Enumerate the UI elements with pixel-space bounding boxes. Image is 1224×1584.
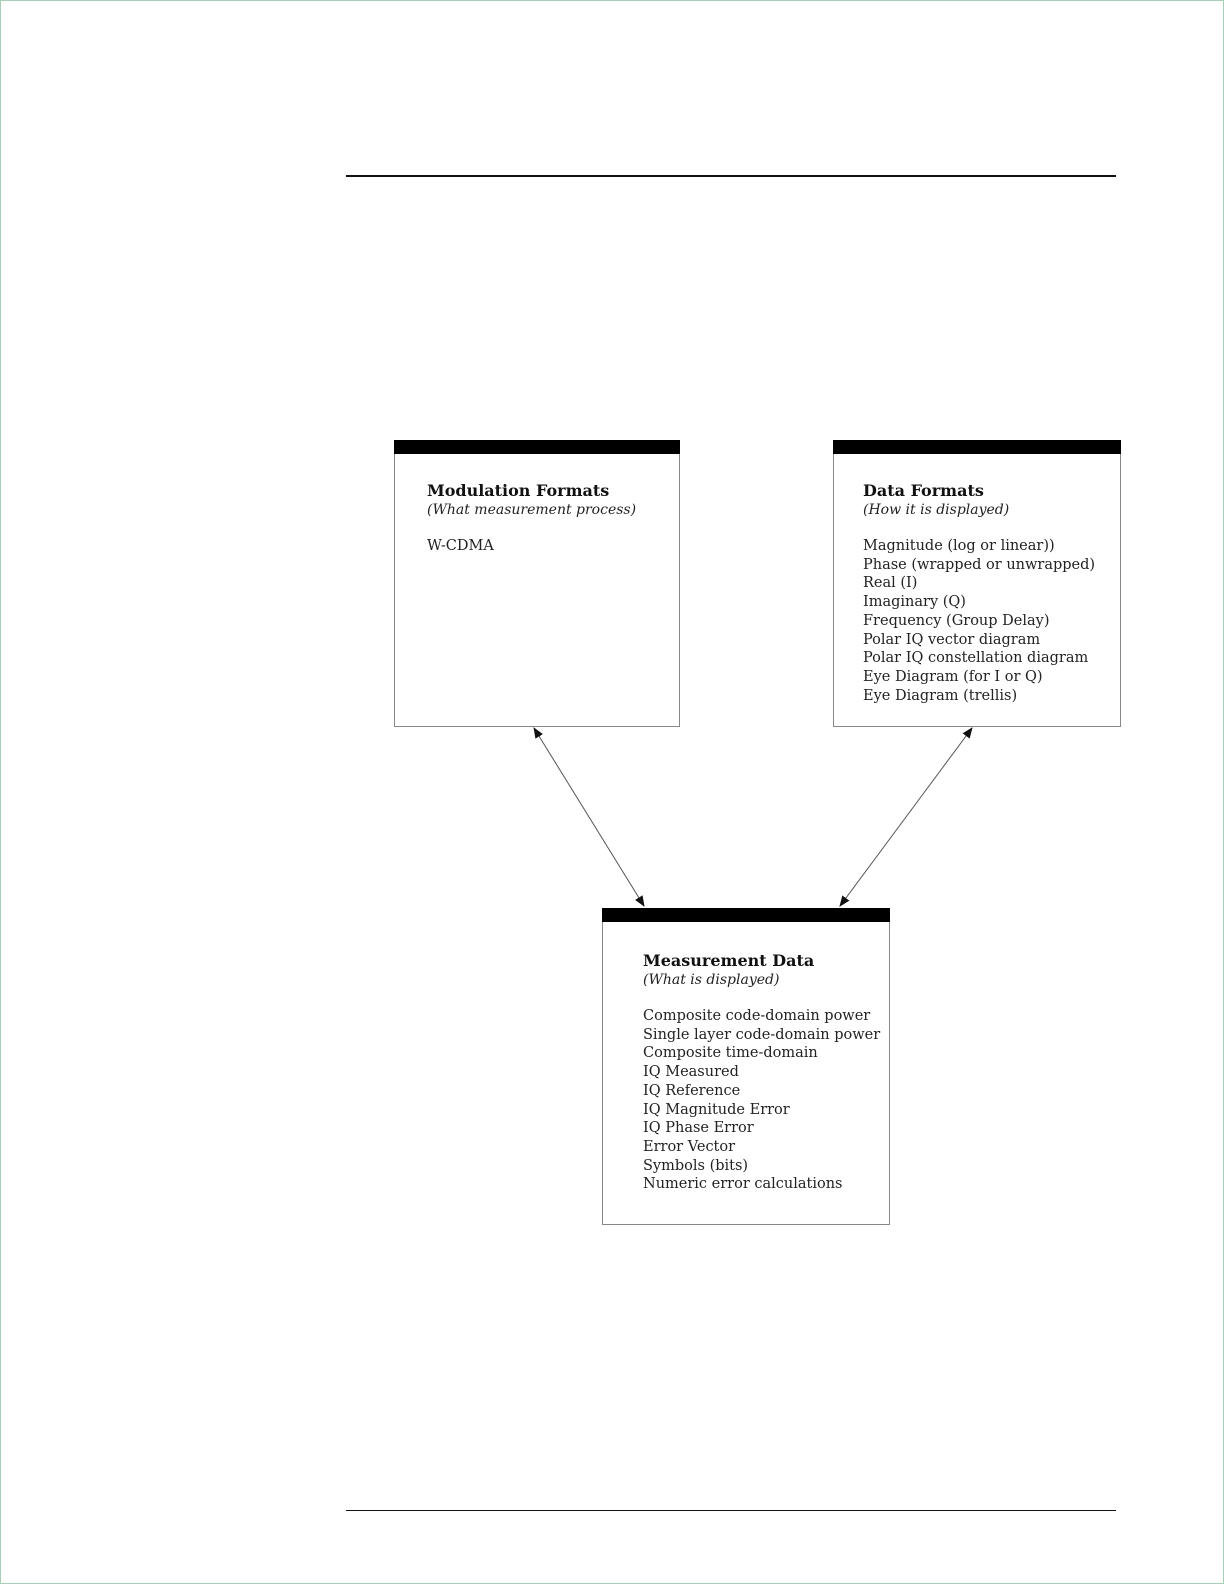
list-item: IQ Magnitude Error [643,1101,790,1118]
list-item: Single layer code-domain power [643,1026,881,1043]
list-item: Real (I) [863,575,918,592]
list-item: Composite time-domain [643,1045,818,1062]
list-item: W-CDMA [427,538,494,554]
list-item: Magnitude (log or linear)) [863,538,1055,554]
list-item: Numeric error calculations [643,1176,843,1193]
modulation-measurement-arrow [534,728,644,906]
data-formats-title: Data Formats [863,481,984,500]
list-item: Eye Diagram (trellis) [863,687,1018,704]
list-item: Phase (wrapped or unwrapped) [863,556,1096,573]
list-item: Composite code-domain power [643,1008,871,1024]
list-item: IQ Reference [643,1082,741,1099]
data-formats-subtitle: (How it is displayed) [863,502,1010,518]
footer-rule [346,1510,1116,1511]
list-item: Imaginary (Q) [863,594,966,611]
list-item: Error Vector [643,1138,736,1155]
modulation-formats-title: Modulation Formats [427,481,610,500]
list-item: Polar IQ vector diagram [863,631,1041,648]
modulation-formats-subtitle: (What measurement process) [427,502,637,518]
list-item: Frequency (Group Delay) [863,612,1050,629]
measurement-data-subtitle: (What is displayed) [643,972,780,988]
measurement-data-title: Measurement Data [643,951,815,970]
list-item: Eye Diagram (for I or Q) [863,668,1043,685]
list-item: IQ Phase Error [643,1120,754,1137]
list-item: Symbols (bits) [643,1157,749,1174]
dataformats-measurement-arrow [840,728,972,906]
list-item: IQ Measured [643,1064,739,1081]
list-item: Polar IQ constellation diagram [863,650,1089,667]
